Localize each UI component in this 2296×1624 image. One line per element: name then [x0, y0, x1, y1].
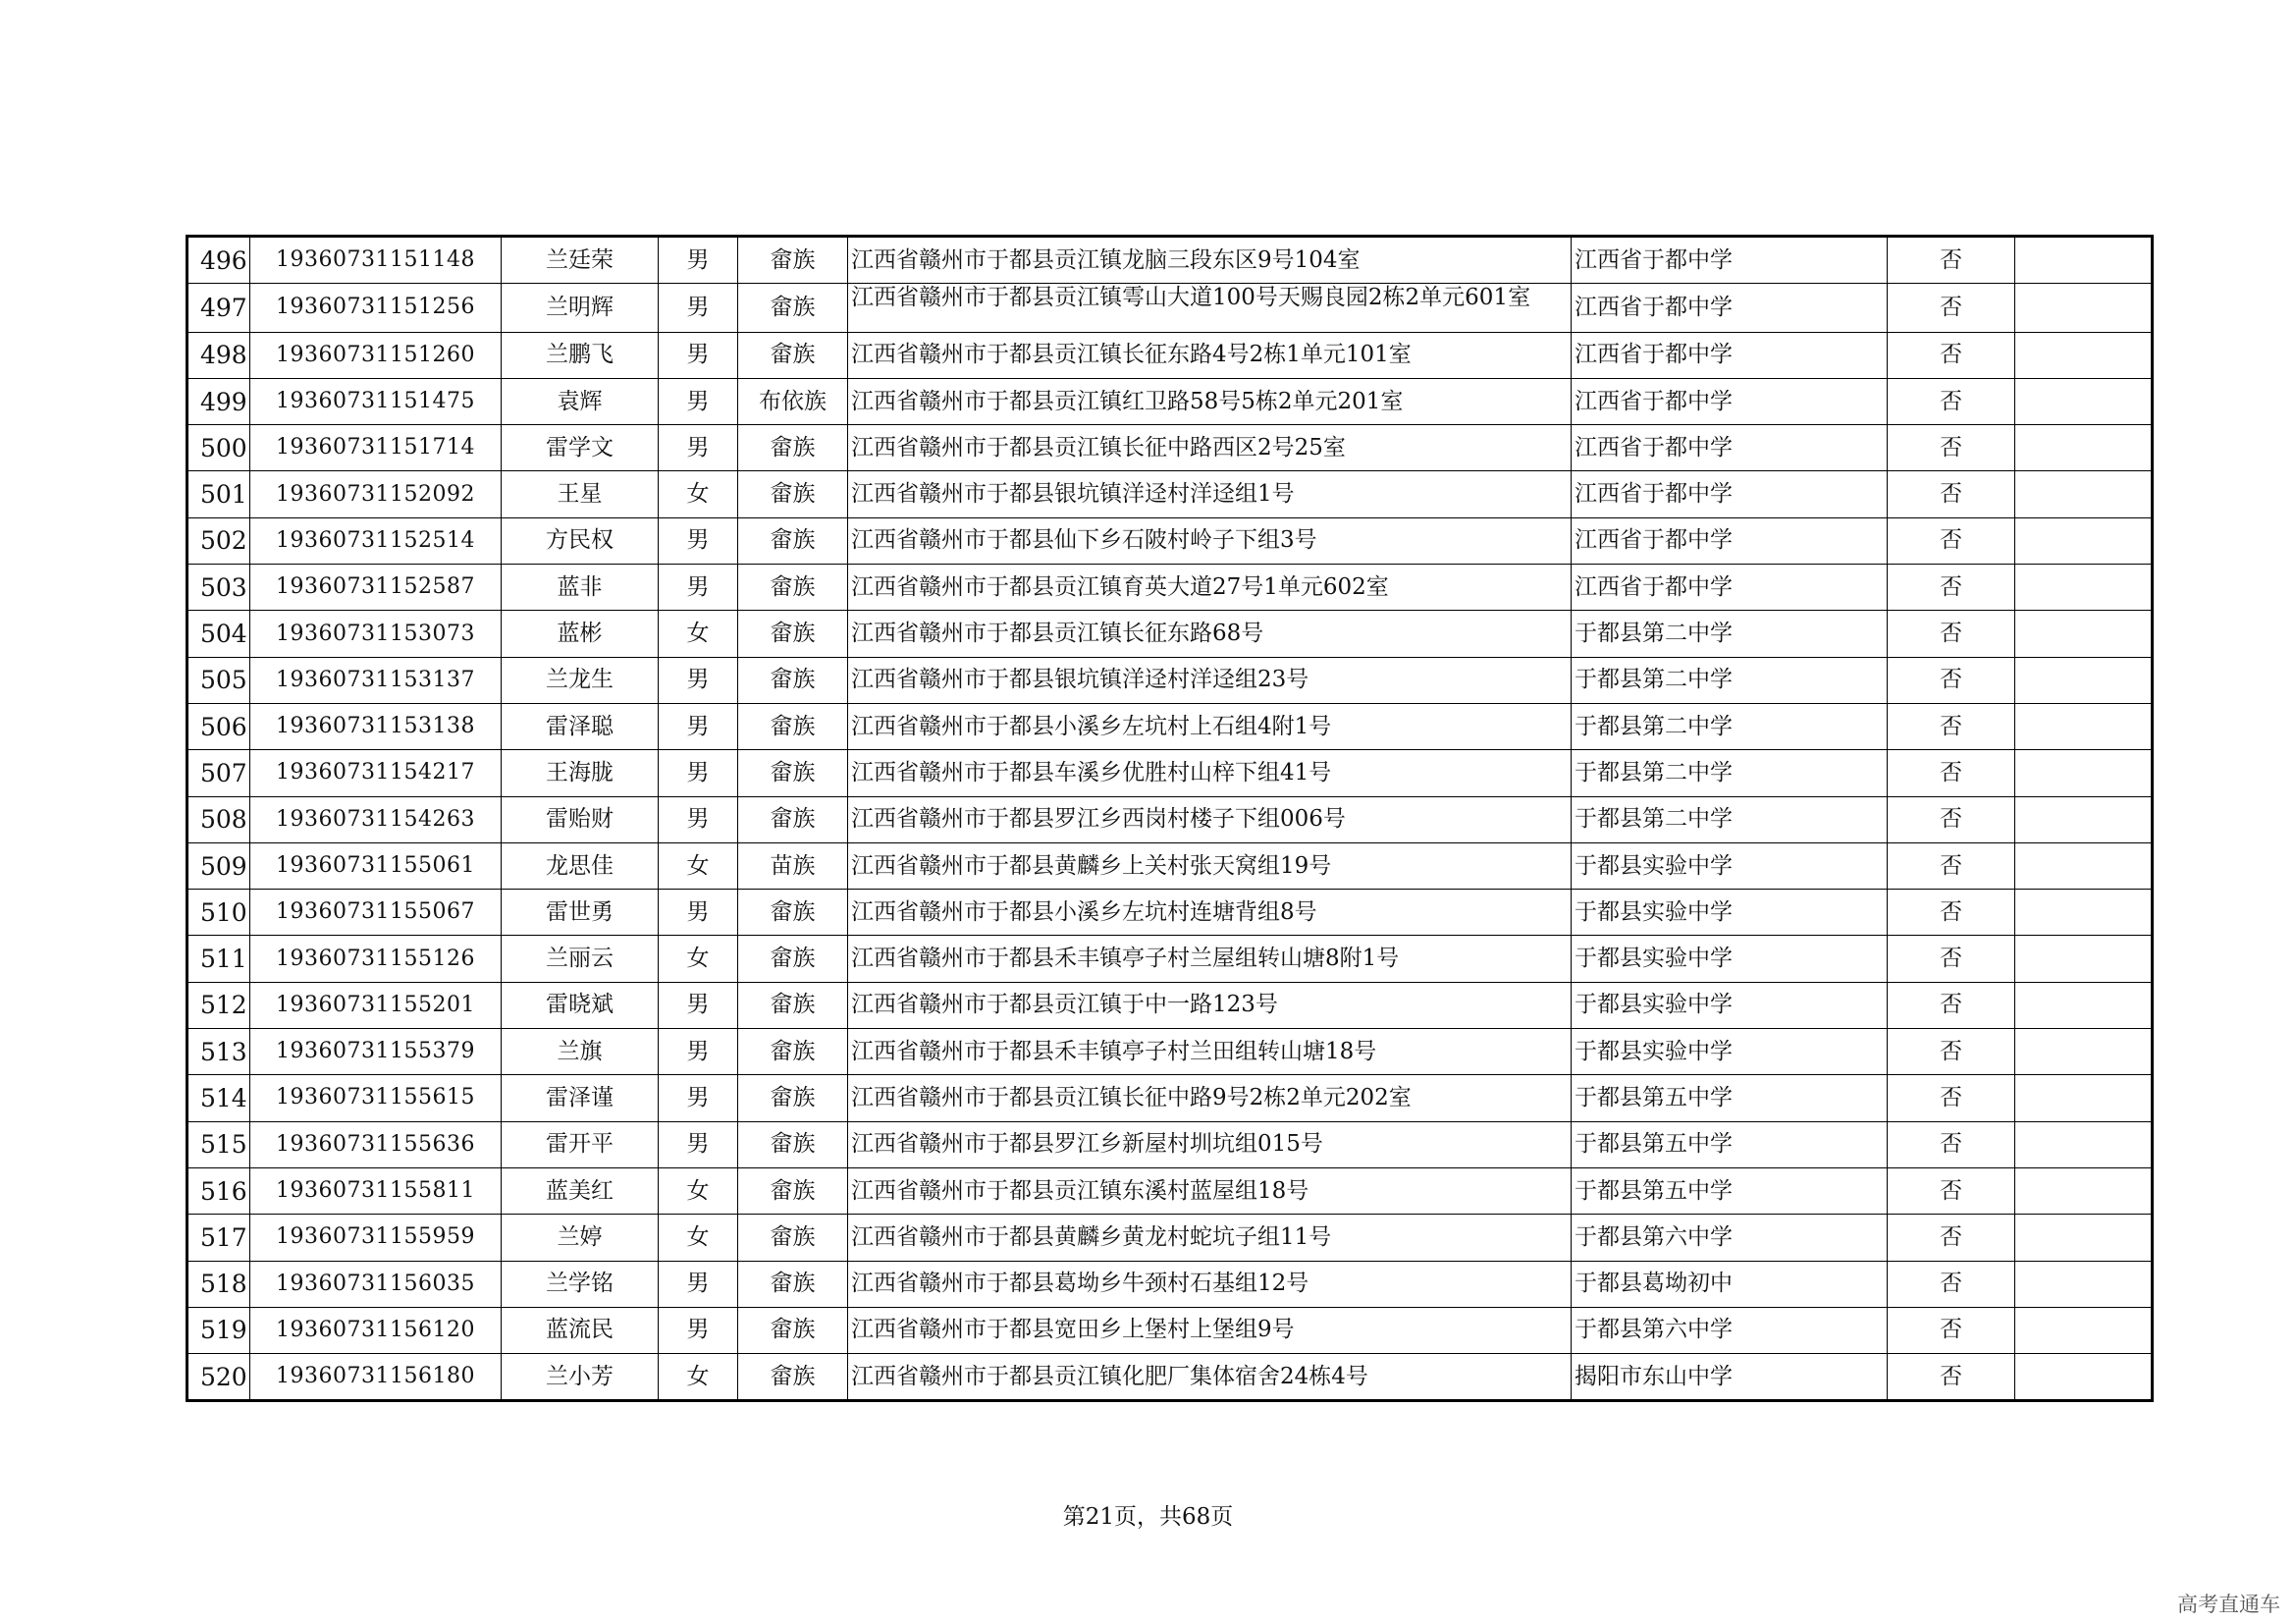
cell-school: 江西省于都中学 — [1572, 332, 1888, 378]
cell-address: 江西省赣州市于都县葛坳乡牛颈村石基组12号 — [848, 1261, 1572, 1307]
cell-gender: 男 — [659, 703, 738, 749]
cell-student-name: 兰鹏飞 — [502, 332, 659, 378]
table-row — [187, 565, 2153, 611]
cell-flag: 否 — [1888, 890, 2015, 936]
cell-flag: 否 — [1888, 842, 2015, 889]
cell-exam-id: 19360731154217 — [250, 750, 502, 796]
cell-gender: 男 — [659, 1029, 738, 1075]
cell-ethnicity: 畲族 — [738, 1215, 848, 1261]
cell-remark — [2015, 332, 2153, 378]
cell-school: 揭阳市东山中学 — [1572, 1354, 1888, 1401]
cell-exam-id: 19360731155615 — [250, 1075, 502, 1121]
cell-exam-id: 19360731153073 — [250, 611, 502, 657]
cell-school: 江西省于都中学 — [1572, 378, 1888, 424]
cell-address: 江西省赣州市于都县银坑镇洋迳村洋迳组1号 — [848, 471, 1572, 517]
table-row — [187, 284, 2153, 332]
cell-exam-id: 19360731155061 — [250, 842, 502, 889]
cell-ethnicity: 畲族 — [738, 1261, 848, 1307]
cell-serial-number: 519 — [187, 1307, 250, 1353]
cell-ethnicity: 畲族 — [738, 796, 848, 842]
cell-remark — [2015, 936, 2153, 982]
cell-exam-id: 19360731153137 — [250, 657, 502, 703]
cell-gender: 男 — [659, 565, 738, 611]
cell-flag: 否 — [1888, 471, 2015, 517]
cell-ethnicity: 畲族 — [738, 1167, 848, 1214]
cell-flag: 否 — [1888, 1215, 2015, 1261]
cell-serial-number: 508 — [187, 796, 250, 842]
cell-serial-number: 511 — [187, 936, 250, 982]
cell-gender: 男 — [659, 890, 738, 936]
cell-exam-id: 19360731155201 — [250, 982, 502, 1028]
cell-remark — [2015, 1121, 2153, 1167]
cell-exam-id: 19360731155379 — [250, 1029, 502, 1075]
cell-gender: 女 — [659, 842, 738, 889]
cell-exam-id: 19360731151256 — [250, 284, 502, 332]
cell-gender: 男 — [659, 1075, 738, 1121]
cell-address: 江西省赣州市于都县贡江镇化肥厂集体宿舍24栋4号 — [848, 1354, 1572, 1401]
table-row — [187, 378, 2153, 424]
table-row — [187, 611, 2153, 657]
cell-address: 江西省赣州市于都县贡江镇龙脑三段东区9号104室 — [848, 237, 1572, 284]
table-body — [187, 237, 2153, 1401]
cell-flag: 否 — [1888, 284, 2015, 332]
cell-remark — [2015, 1167, 2153, 1214]
cell-address: 江西省赣州市于都县罗江乡西岗村楼子下组006号 — [848, 796, 1572, 842]
cell-address: 江西省赣州市于都县银坑镇洋迳村洋迳组23号 — [848, 657, 1572, 703]
cell-serial-number: 515 — [187, 1121, 250, 1167]
cell-school: 于都县葛坳初中 — [1572, 1261, 1888, 1307]
cell-school: 江西省于都中学 — [1572, 237, 1888, 284]
cell-serial-number: 514 — [187, 1075, 250, 1121]
cell-student-name: 袁辉 — [502, 378, 659, 424]
cell-remark — [2015, 1261, 2153, 1307]
cell-remark — [2015, 517, 2153, 564]
cell-exam-id: 19360731156180 — [250, 1354, 502, 1401]
cell-remark — [2015, 1354, 2153, 1401]
cell-flag: 否 — [1888, 1121, 2015, 1167]
table-row — [187, 1167, 2153, 1214]
watermark-text: 高考直通车 — [2177, 1593, 2280, 1616]
cell-exam-id: 19360731156120 — [250, 1307, 502, 1353]
cell-school: 于都县实验中学 — [1572, 890, 1888, 936]
table-row — [187, 425, 2153, 471]
cell-serial-number: 520 — [187, 1354, 250, 1401]
cell-serial-number: 504 — [187, 611, 250, 657]
cell-remark — [2015, 657, 2153, 703]
cell-ethnicity: 畲族 — [738, 332, 848, 378]
cell-student-name: 雷泽谨 — [502, 1075, 659, 1121]
cell-address: 江西省赣州市于都县贡江镇于中一路123号 — [848, 982, 1572, 1028]
cell-school: 于都县实验中学 — [1572, 982, 1888, 1028]
cell-exam-id: 19360731156035 — [250, 1261, 502, 1307]
cell-remark — [2015, 1215, 2153, 1261]
cell-exam-id: 19360731152587 — [250, 565, 502, 611]
cell-ethnicity: 畲族 — [738, 1354, 848, 1401]
cell-exam-id: 19360731151148 — [250, 237, 502, 284]
student-roster-table — [186, 235, 2154, 1402]
cell-gender: 男 — [659, 332, 738, 378]
cell-remark — [2015, 471, 2153, 517]
cell-student-name: 雷贻财 — [502, 796, 659, 842]
cell-school: 于都县第二中学 — [1572, 703, 1888, 749]
cell-flag: 否 — [1888, 611, 2015, 657]
cell-student-name: 雷泽聪 — [502, 703, 659, 749]
cell-remark — [2015, 1307, 2153, 1353]
cell-gender: 男 — [659, 425, 738, 471]
cell-address: 江西省赣州市于都县贡江镇东溪村蓝屋组18号 — [848, 1167, 1572, 1214]
cell-ethnicity: 畲族 — [738, 890, 848, 936]
cell-serial-number: 501 — [187, 471, 250, 517]
cell-gender: 男 — [659, 657, 738, 703]
table-row — [187, 842, 2153, 889]
table-row — [187, 1121, 2153, 1167]
cell-student-name: 王星 — [502, 471, 659, 517]
cell-remark — [2015, 750, 2153, 796]
cell-serial-number: 502 — [187, 517, 250, 564]
table-row — [187, 237, 2153, 284]
cell-gender: 男 — [659, 237, 738, 284]
cell-address: 江西省赣州市于都县黄麟乡上关村张天窝组19号 — [848, 842, 1572, 889]
cell-student-name: 龙思佳 — [502, 842, 659, 889]
cell-serial-number: 496 — [187, 237, 250, 284]
table-row — [187, 1215, 2153, 1261]
cell-student-name: 方民权 — [502, 517, 659, 564]
cell-school: 于都县第五中学 — [1572, 1121, 1888, 1167]
cell-remark — [2015, 611, 2153, 657]
cell-flag: 否 — [1888, 332, 2015, 378]
cell-flag: 否 — [1888, 517, 2015, 564]
cell-school: 于都县实验中学 — [1572, 936, 1888, 982]
cell-serial-number: 506 — [187, 703, 250, 749]
cell-gender: 男 — [659, 378, 738, 424]
cell-school: 于都县第五中学 — [1572, 1167, 1888, 1214]
table-row — [187, 936, 2153, 982]
cell-remark — [2015, 425, 2153, 471]
cell-address: 江西省赣州市于都县贡江镇长征中路西区2号25室 — [848, 425, 1572, 471]
cell-student-name: 雷晓斌 — [502, 982, 659, 1028]
table-row — [187, 332, 2153, 378]
cell-flag: 否 — [1888, 565, 2015, 611]
table-row — [187, 1029, 2153, 1075]
cell-flag: 否 — [1888, 750, 2015, 796]
cell-gender: 男 — [659, 284, 738, 332]
cell-serial-number: 517 — [187, 1215, 250, 1261]
cell-student-name: 蓝彬 — [502, 611, 659, 657]
cell-exam-id: 19360731154263 — [250, 796, 502, 842]
cell-school: 于都县实验中学 — [1572, 842, 1888, 889]
table-row — [187, 982, 2153, 1028]
cell-address: 江西省赣州市于都县禾丰镇亭子村兰田组转山塘18号 — [848, 1029, 1572, 1075]
cell-ethnicity: 畲族 — [738, 1029, 848, 1075]
cell-student-name: 雷世勇 — [502, 890, 659, 936]
cell-school: 于都县第二中学 — [1572, 750, 1888, 796]
table-row — [187, 796, 2153, 842]
cell-exam-id: 19360731155959 — [250, 1215, 502, 1261]
cell-address: 江西省赣州市于都县贡江镇长征中路9号2栋2单元202室 — [848, 1075, 1572, 1121]
cell-ethnicity: 畲族 — [738, 657, 848, 703]
cell-address: 江西省赣州市于都县宽田乡上堡村上堡组9号 — [848, 1307, 1572, 1353]
cell-exam-id: 19360731151475 — [250, 378, 502, 424]
cell-school: 于都县第二中学 — [1572, 796, 1888, 842]
cell-address: 江西省赣州市于都县黄麟乡黄龙村蛇坑子组11号 — [848, 1215, 1572, 1261]
cell-exam-id: 19360731152092 — [250, 471, 502, 517]
cell-serial-number: 512 — [187, 982, 250, 1028]
cell-serial-number: 509 — [187, 842, 250, 889]
cell-flag: 否 — [1888, 1261, 2015, 1307]
table-row — [187, 471, 2153, 517]
cell-gender: 女 — [659, 471, 738, 517]
table-row — [187, 657, 2153, 703]
cell-serial-number: 500 — [187, 425, 250, 471]
cell-exam-id: 19360731153138 — [250, 703, 502, 749]
page-number: 第21页，共68页 — [1062, 1504, 1234, 1530]
cell-flag: 否 — [1888, 1075, 2015, 1121]
cell-serial-number: 499 — [187, 378, 250, 424]
cell-serial-number: 518 — [187, 1261, 250, 1307]
cell-address: 江西省赣州市于都县小溪乡左坑村上石组4附1号 — [848, 703, 1572, 749]
cell-gender: 男 — [659, 982, 738, 1028]
cell-flag: 否 — [1888, 936, 2015, 982]
cell-remark — [2015, 237, 2153, 284]
cell-gender: 男 — [659, 517, 738, 564]
cell-remark — [2015, 1029, 2153, 1075]
cell-exam-id: 19360731155067 — [250, 890, 502, 936]
table-row — [187, 1261, 2153, 1307]
cell-address: 江西省赣州市于都县贡江镇育英大道27号1单元602室 — [848, 565, 1572, 611]
cell-student-name: 兰婷 — [502, 1215, 659, 1261]
cell-ethnicity: 畲族 — [738, 517, 848, 564]
cell-gender: 女 — [659, 1215, 738, 1261]
cell-school: 江西省于都中学 — [1572, 471, 1888, 517]
cell-gender: 男 — [659, 796, 738, 842]
cell-gender: 男 — [659, 1261, 738, 1307]
cell-address: 江西省赣州市于都县罗江乡新屋村圳坑组015号 — [848, 1121, 1572, 1167]
cell-student-name: 雷学文 — [502, 425, 659, 471]
cell-remark — [2015, 703, 2153, 749]
table-row — [187, 517, 2153, 564]
cell-ethnicity: 畲族 — [738, 565, 848, 611]
cell-flag: 否 — [1888, 237, 2015, 284]
cell-flag: 否 — [1888, 982, 2015, 1028]
cell-serial-number: 513 — [187, 1029, 250, 1075]
cell-ethnicity: 布依族 — [738, 378, 848, 424]
cell-remark — [2015, 890, 2153, 936]
cell-ethnicity: 畲族 — [738, 936, 848, 982]
cell-gender: 男 — [659, 750, 738, 796]
cell-gender: 男 — [659, 1307, 738, 1353]
cell-remark — [2015, 842, 2153, 889]
cell-student-name: 蓝美红 — [502, 1167, 659, 1214]
cell-serial-number: 516 — [187, 1167, 250, 1214]
cell-remark — [2015, 284, 2153, 332]
cell-serial-number: 507 — [187, 750, 250, 796]
cell-ethnicity: 畲族 — [738, 284, 848, 332]
cell-student-name: 兰龙生 — [502, 657, 659, 703]
cell-serial-number: 498 — [187, 332, 250, 378]
cell-ethnicity: 畲族 — [738, 703, 848, 749]
cell-flag: 否 — [1888, 1307, 2015, 1353]
cell-flag: 否 — [1888, 1167, 2015, 1214]
cell-remark — [2015, 378, 2153, 424]
cell-gender: 女 — [659, 1354, 738, 1401]
cell-student-name: 兰廷荣 — [502, 237, 659, 284]
cell-school: 于都县第二中学 — [1572, 611, 1888, 657]
cell-address: 江西省赣州市于都县车溪乡优胜村山梓下组41号 — [848, 750, 1572, 796]
cell-flag: 否 — [1888, 425, 2015, 471]
cell-ethnicity: 畲族 — [738, 1075, 848, 1121]
cell-exam-id: 19360731151260 — [250, 332, 502, 378]
table-row — [187, 1307, 2153, 1353]
cell-gender: 男 — [659, 1121, 738, 1167]
cell-school: 江西省于都中学 — [1572, 284, 1888, 332]
cell-student-name: 蓝流民 — [502, 1307, 659, 1353]
cell-student-name: 兰旗 — [502, 1029, 659, 1075]
cell-ethnicity: 畲族 — [738, 1307, 848, 1353]
cell-remark — [2015, 565, 2153, 611]
cell-ethnicity: 苗族 — [738, 842, 848, 889]
cell-ethnicity: 畲族 — [738, 425, 848, 471]
cell-student-name: 兰明辉 — [502, 284, 659, 332]
cell-address: 江西省赣州市于都县禾丰镇亭子村兰屋组转山塘8附1号 — [848, 936, 1572, 982]
cell-address: 江西省赣州市于都县贡江镇雩山大道100号天赐良园2栋2单元601室 — [848, 284, 1572, 332]
cell-gender: 女 — [659, 1167, 738, 1214]
cell-student-name: 蓝非 — [502, 565, 659, 611]
cell-exam-id: 19360731155126 — [250, 936, 502, 982]
cell-ethnicity: 畲族 — [738, 750, 848, 796]
cell-ethnicity: 畲族 — [738, 1121, 848, 1167]
cell-school: 江西省于都中学 — [1572, 565, 1888, 611]
cell-address: 江西省赣州市于都县贡江镇长征东路68号 — [848, 611, 1572, 657]
cell-student-name: 雷开平 — [502, 1121, 659, 1167]
cell-serial-number: 503 — [187, 565, 250, 611]
cell-serial-number: 505 — [187, 657, 250, 703]
cell-school: 于都县第二中学 — [1572, 657, 1888, 703]
cell-address: 江西省赣州市于都县小溪乡左坑村连塘背组8号 — [848, 890, 1572, 936]
cell-flag: 否 — [1888, 703, 2015, 749]
table-row — [187, 1075, 2153, 1121]
cell-address: 江西省赣州市于都县仙下乡石陂村岭子下组3号 — [848, 517, 1572, 564]
cell-student-name: 王海胧 — [502, 750, 659, 796]
table-row — [187, 1354, 2153, 1401]
cell-school: 于都县第六中学 — [1572, 1215, 1888, 1261]
cell-student-name: 兰小芳 — [502, 1354, 659, 1401]
cell-school: 于都县实验中学 — [1572, 1029, 1888, 1075]
cell-flag: 否 — [1888, 1354, 2015, 1401]
table-row — [187, 750, 2153, 796]
cell-exam-id: 19360731155636 — [250, 1121, 502, 1167]
cell-flag: 否 — [1888, 1029, 2015, 1075]
cell-ethnicity: 畲族 — [738, 237, 848, 284]
cell-school: 于都县第六中学 — [1572, 1307, 1888, 1353]
cell-address: 江西省赣州市于都县贡江镇长征东路4号2栋1单元101室 — [848, 332, 1572, 378]
cell-school: 于都县第五中学 — [1572, 1075, 1888, 1121]
cell-school: 江西省于都中学 — [1572, 517, 1888, 564]
cell-student-name: 兰丽云 — [502, 936, 659, 982]
cell-remark — [2015, 982, 2153, 1028]
cell-flag: 否 — [1888, 657, 2015, 703]
cell-remark — [2015, 796, 2153, 842]
cell-exam-id: 19360731155811 — [250, 1167, 502, 1214]
cell-remark — [2015, 1075, 2153, 1121]
cell-gender: 女 — [659, 611, 738, 657]
cell-serial-number: 497 — [187, 284, 250, 332]
cell-gender: 女 — [659, 936, 738, 982]
cell-school: 江西省于都中学 — [1572, 425, 1888, 471]
table-row — [187, 703, 2153, 749]
cell-flag: 否 — [1888, 378, 2015, 424]
cell-address: 江西省赣州市于都县贡江镇红卫路58号5栋2单元201室 — [848, 378, 1572, 424]
table-row — [187, 890, 2153, 936]
cell-exam-id: 19360731151714 — [250, 425, 502, 471]
cell-serial-number: 510 — [187, 890, 250, 936]
cell-ethnicity: 畲族 — [738, 982, 848, 1028]
cell-flag: 否 — [1888, 796, 2015, 842]
cell-ethnicity: 畲族 — [738, 471, 848, 517]
cell-exam-id: 19360731152514 — [250, 517, 502, 564]
cell-ethnicity: 畲族 — [738, 611, 848, 657]
cell-student-name: 兰学铭 — [502, 1261, 659, 1307]
